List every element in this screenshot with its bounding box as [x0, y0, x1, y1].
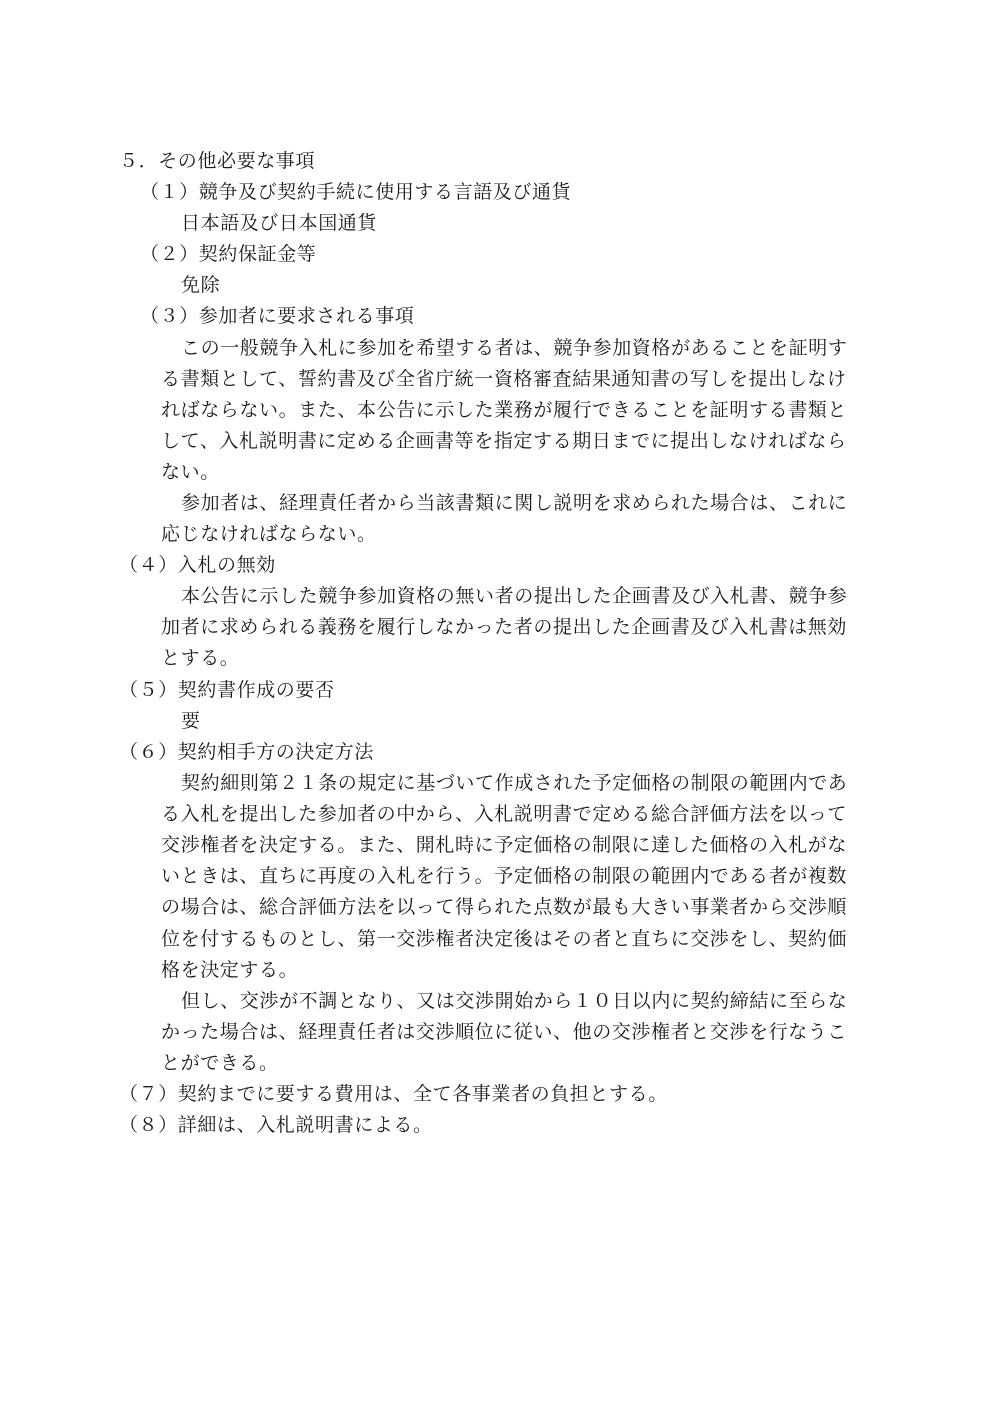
- item-6-body-line: 但し、交渉が不調となり、又は交渉開始から１０日以内に契約締結に至らな: [181, 990, 848, 1012]
- item-3-body-line: 応じなければならない。: [161, 523, 377, 545]
- item-6-body-line: 契約細則第２１条の規定に基づいて作成された予定価格の制限の範囲内であ: [181, 772, 848, 794]
- item-7-heading: （７）契約までに要する費用は、全て各事業者の負担とする。: [119, 1083, 668, 1105]
- item-6-heading: （６）契約相手方の決定方法: [119, 741, 374, 763]
- item-4-heading: （４）入札の無効: [119, 554, 276, 576]
- item-8-heading: （８）詳細は、入札説明書による。: [119, 1114, 433, 1136]
- item-6-body-line: の場合は、総合評価方法を以って得られた点数が最も大きい事業者から交渉順: [161, 896, 848, 918]
- item-3-body-line: この一般競争入札に参加を希望する者は、競争参加資格があることを証明す: [181, 337, 848, 359]
- item-6-body-line: 位を付するものとし、第一交渉権者決定後はその者と直ちに交渉をし、契約価: [161, 928, 848, 950]
- item-6-body-line: 格を決定する。: [161, 959, 299, 981]
- item-3-body-line: 参加者は、経理責任者から当該書類に関し説明を求められた場合は、これに: [181, 492, 848, 514]
- item-3-body-line: ればならない。また、本公告に示した業務が履行できることを証明する書類と: [161, 399, 848, 421]
- item-6-body-line: かった場合は、経理責任者は交渉順位に従い、他の交渉権者と交渉を行なうこ: [161, 1021, 848, 1043]
- item-3-body-line: る書類として、誓約書及び全省庁統一資格審査結果通知書の写しを提出しなけ: [161, 368, 847, 390]
- item-2-heading: （２）契約保証金等: [140, 243, 317, 265]
- item-3-heading: （３）参加者に要求される事項: [140, 305, 415, 327]
- section-heading: ５．その他必要な事項: [119, 150, 316, 172]
- item-3-body-line: して、入札説明書に定める企画書等を指定する期日までに提出しなければなら: [161, 430, 847, 452]
- item-6-body-line: 交渉権者を決定する。また、開札時に予定価格の制限に達した価格の入札がな: [161, 834, 848, 856]
- item-1-heading: （１）競争及び契約手続に使用する言語及び通貨: [140, 181, 572, 203]
- item-1-body-line: 日本語及び日本国通貨: [181, 212, 378, 234]
- item-6-body-line: とができる。: [161, 1052, 279, 1074]
- item-4-body-line: とする。: [161, 647, 240, 669]
- item-4-body-line: 本公告に示した競争参加資格の無い者の提出した企画書及び入札書、競争参: [181, 585, 848, 607]
- item-2-body-line: 免除: [181, 274, 221, 296]
- item-3-body-line: ない。: [161, 461, 220, 483]
- item-5-body-line: 要: [181, 710, 201, 732]
- item-6-body-line: る入札を提出した参加者の中から、入札説明書で定める総合評価方法を以って: [161, 803, 848, 825]
- item-5-heading: （５）契約書作成の要否: [119, 679, 335, 701]
- item-6-body-line: いときは、直ちに再度の入札を行う。予定価格の制限の範囲内である者が複数: [161, 865, 848, 887]
- item-4-body-line: 加者に求められる義務を履行しなかった者の提出した企画書及び入札書は無効: [161, 616, 848, 638]
